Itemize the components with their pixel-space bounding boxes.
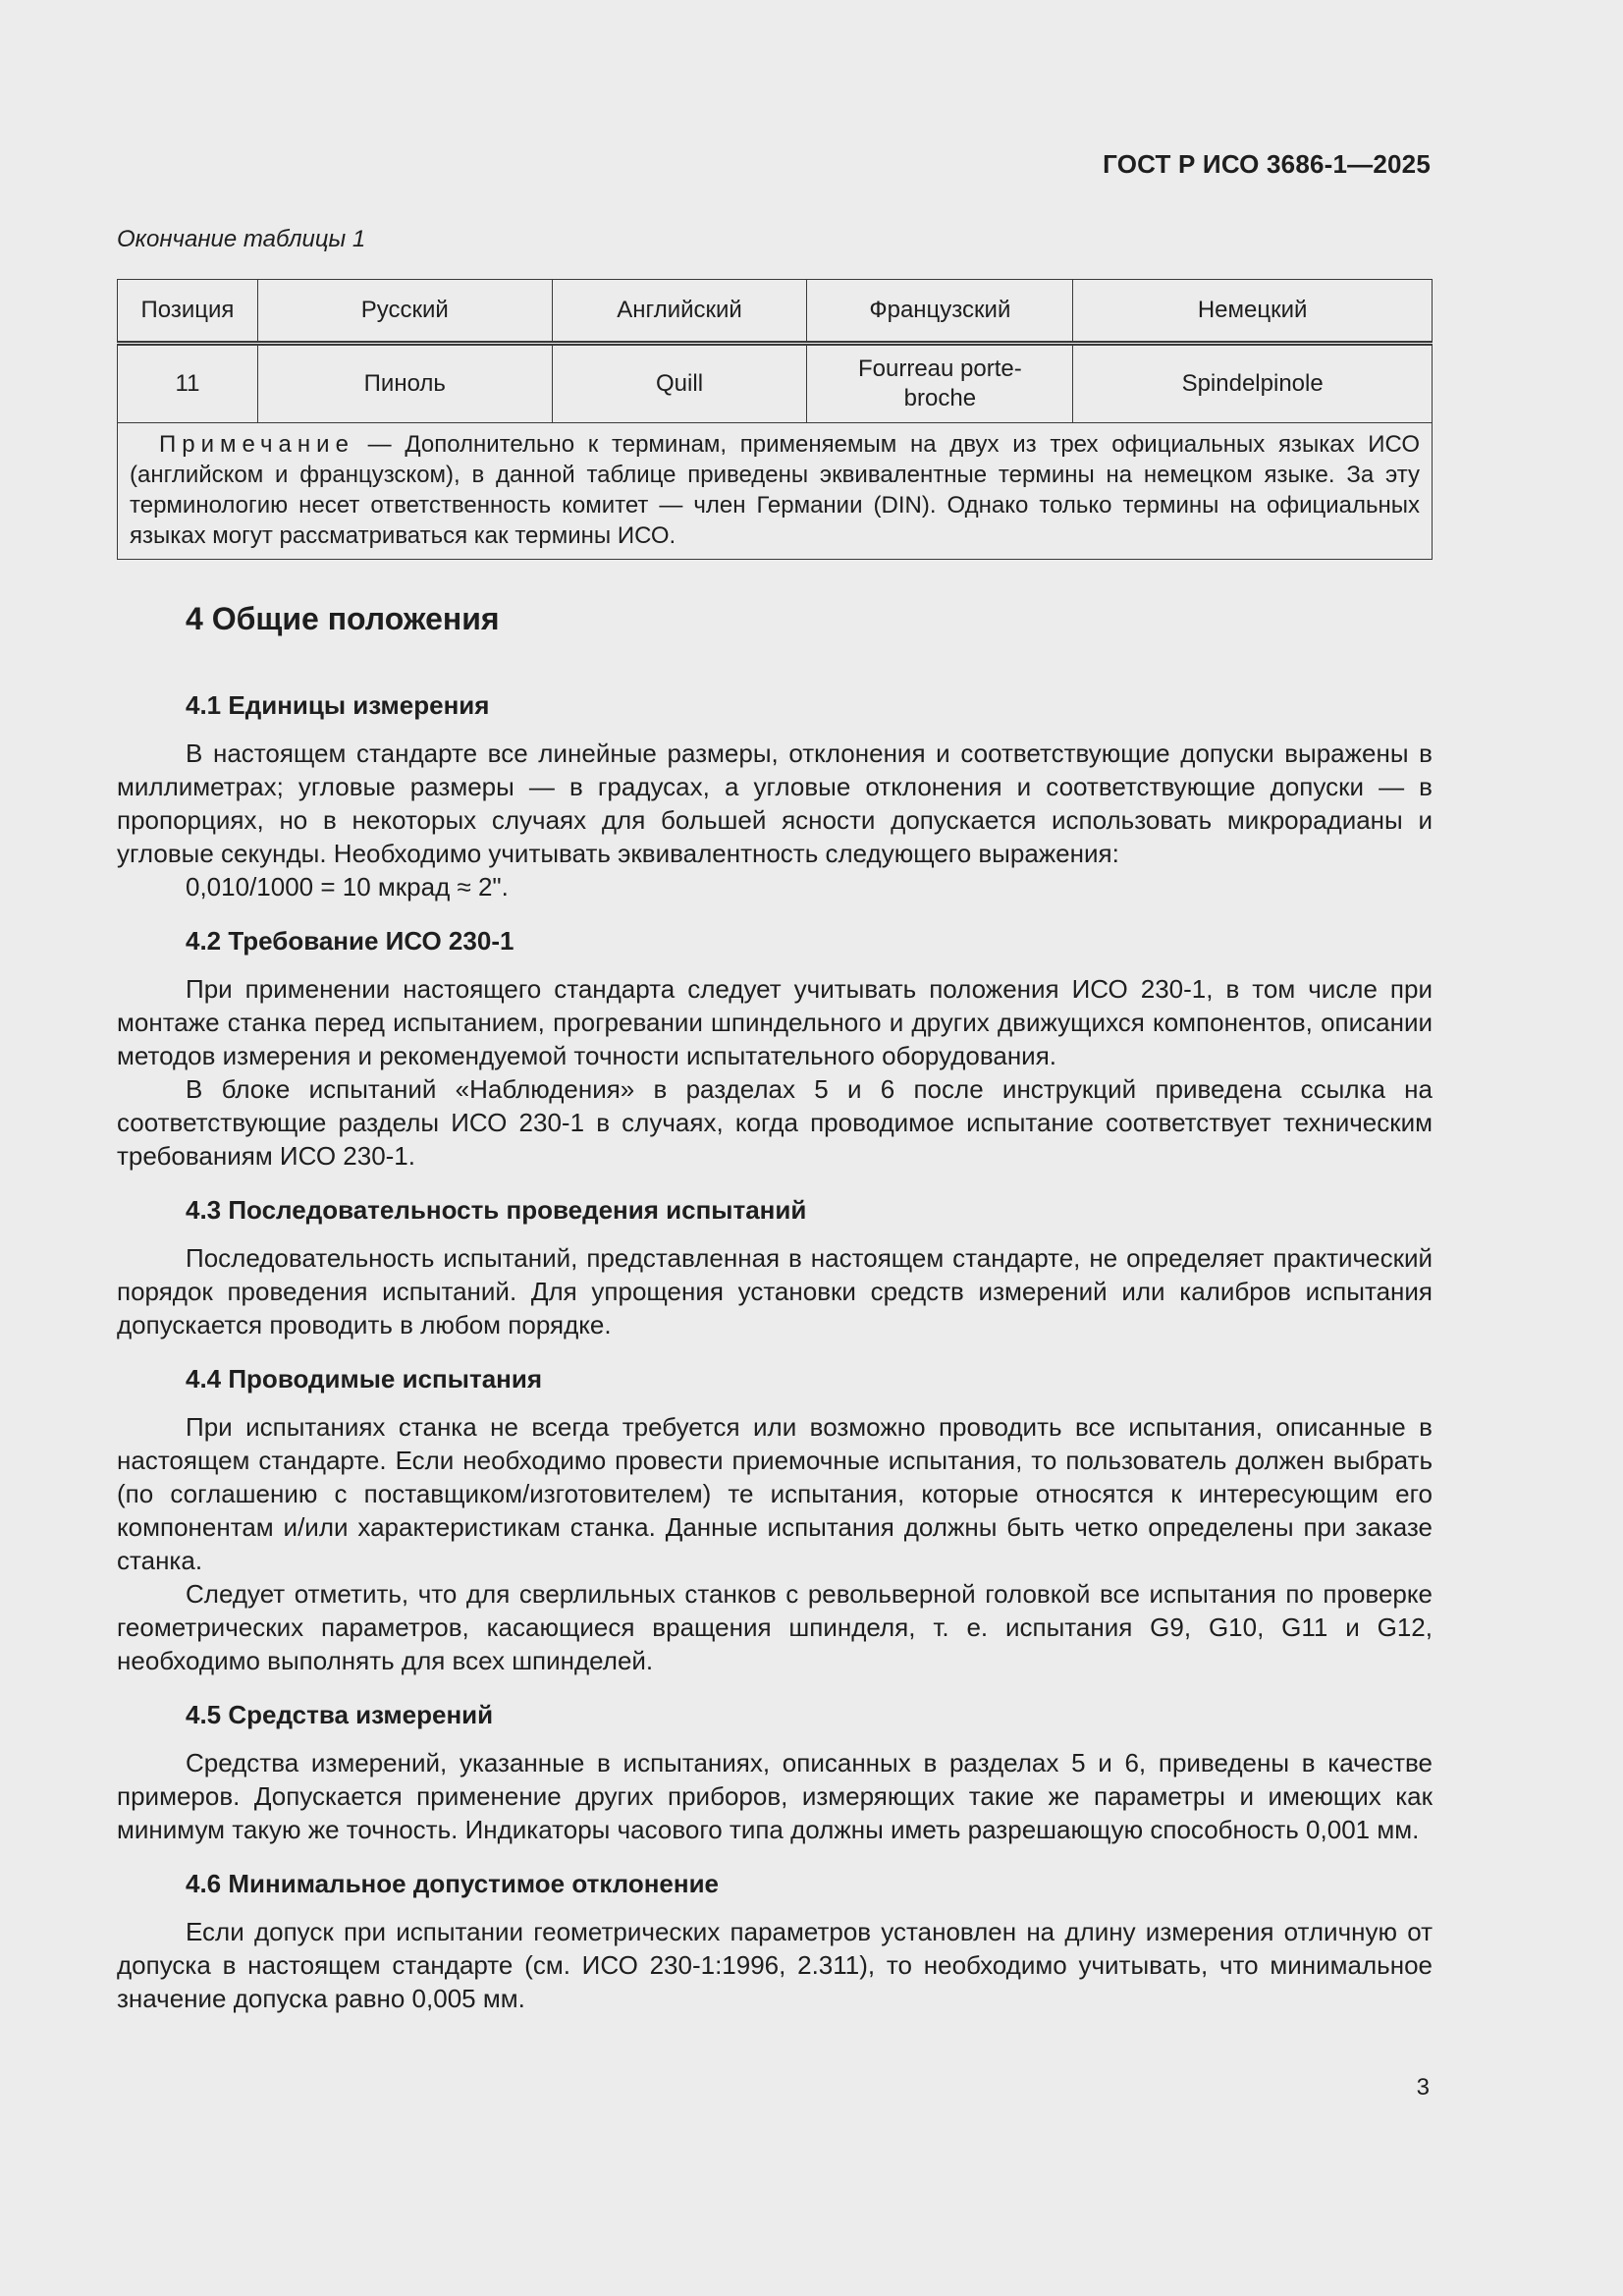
subsection-title-4-1: 4.1 Единицы измерения — [186, 690, 490, 720]
subsection-title-4-6: 4.6 Минимальное допустимое отклонение — [186, 1869, 720, 1898]
paragraph: При применении настоящего стандарта следует учитывать положения ИСО 230-1, в том числе при монтаже станка перед испытанием, прогревании шпиндельного и других движущихся компонентов, описании методов измерения и рекомендуемой точности испытательного оборудования. — [117, 974, 1433, 1070]
paragraph: Последовательность испытаний, представленная в настоящем стандарте, не определяет практический порядок проведения испытаний. Для упрощения установки средств измерений или калибров испытания допускается проводить в любом порядке. — [117, 1243, 1433, 1339]
paragraph: В настоящем стандарте все линейные размеры, отклонения и соответствующие допуски выражены в миллиметрах; угловые размеры — в градусах, а угловые отклонения и соответствующие допуски — в пропорциях, но в некоторых случаях для большей ясности допускается использовать микрорадианы и угловые секунды. Необходимо учитывать эквивалентность следующего выражения: — [117, 738, 1433, 868]
page-number: 3 — [1416, 2074, 1430, 2101]
column-header-german: Немецкий — [1073, 280, 1433, 344]
table-header-row — [118, 280, 1433, 344]
table-row — [118, 344, 1433, 423]
cell-russian: Пиноль — [257, 344, 552, 423]
table-note-row — [118, 423, 1433, 560]
subsection-title-4-3: 4.3 Последовательность проведения испытаний — [186, 1195, 807, 1225]
subsection-title-4-2: 4.2 Требование ИСО 230-1 — [186, 926, 514, 956]
paragraph: Если допуск при испытании геометрических параметров установлен на длину измерения отличную от допуска в настоящем стандарте (см. ИСО 230-1:1996, 2.311), то необходимо учитывать, что минимальное значение допуска равно 0,005 мм. — [117, 1917, 1433, 2013]
column-header-russian: Русский — [257, 280, 552, 344]
paragraph: В блоке испытаний «Наблюдения» в разделах 5 и 6 после инструкций приведена ссылка на соответствующие разделы ИСО 230-1 в случаях, когда проводимое испытание соответствует техническим требованиям ИСО 230-1. — [117, 1074, 1433, 1171]
formula: 0,010/1000 = 10 мкрад ≈ 2". — [186, 872, 509, 902]
table-note — [118, 423, 1433, 560]
section-content — [117, 593, 1433, 2015]
section-title: 4 Общие положения — [186, 601, 500, 636]
paragraph: Средства измерений, указанные в испытаниях, описанных в разделах 5 и 6, приведены в качестве примеров. Допускается применение других приборов, измеряющих такие же параметры и имеющих как минимум такую же точность. Индикаторы часового типа должны иметь разрешающую способность 0,001 мм. — [117, 1748, 1433, 1844]
note-text: — Дополнительно к терминам, применяемым на двух из трех официальных языках ИСО (английском и французском), в данной таблице приведены эквивалентные термины на немецком языке. За эту терминологию несет ответственность комитет — член Германии (DIN). Однако только термины на официальных языках могут рассматриваться как термины ИСО. — [130, 431, 1420, 549]
note-label: Примечание — [159, 431, 354, 458]
paragraph: Следует отметить, что для сверлильных станков с револьверной головкой все испытания по проверке геометрических параметров, касающиеся вращения шпинделя, т. е. испытания G9, G10, G11 и G12, необходимо выполнять для всех шпинделей. — [117, 1579, 1433, 1675]
cell-french — [807, 344, 1073, 423]
column-header-position: Позиция — [118, 280, 258, 344]
document-code: ГОСТ Р ИСО 3686-1—2025 — [1103, 149, 1431, 179]
cell-position: 11 — [118, 344, 258, 423]
column-header-english: Английский — [552, 280, 807, 344]
table-caption: Окончание таблицы 1 — [117, 226, 366, 252]
column-header-french: Французский — [807, 280, 1073, 344]
subsection-title-4-5: 4.5 Средства измерений — [186, 1700, 494, 1729]
cell-german: Spindelpinole — [1073, 344, 1433, 423]
cell-english: Quill — [552, 344, 807, 423]
terms-table — [117, 279, 1433, 560]
subsection-title-4-4: 4.4 Проводимые испытания — [186, 1364, 543, 1394]
cell-french-text: Fourreau porte-broche — [857, 355, 1022, 411]
paragraph: При испытаниях станка не всегда требуется или возможно проводить все испытания, описанные в настоящем стандарте. Если необходимо провести приемочные испытания, то пользователь должен выбрать (по соглашению с поставщиком/изготовителем) те испытания, которые относятся к интересующим его компонентам и/или характеристикам станка. Данные испытания должны быть четко определены при заказе станка. — [117, 1412, 1433, 1575]
